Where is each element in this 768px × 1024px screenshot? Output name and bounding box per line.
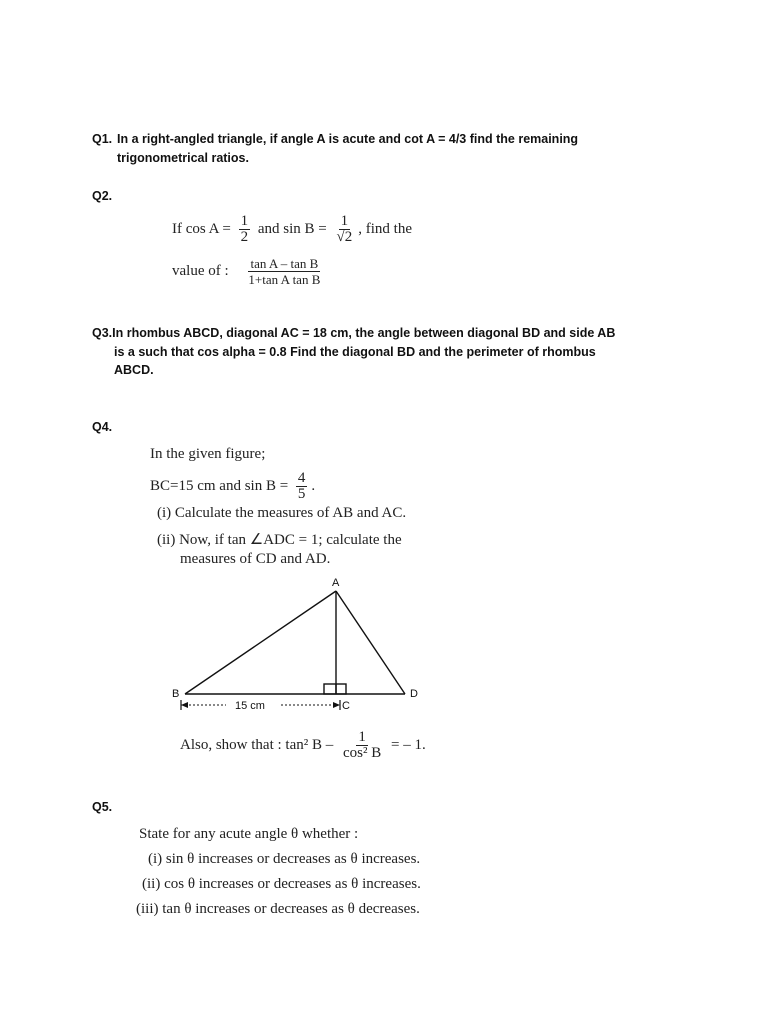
q5-intro: State for any acute angle θ whether : xyxy=(139,826,359,842)
q1-label: Q1. xyxy=(92,132,113,146)
q5-item-1: (i) sin θ increases or decreases as θ increases. xyxy=(148,851,421,867)
q4-label: Q4. xyxy=(92,420,113,434)
q3-line3: ABCD. xyxy=(114,363,154,377)
q2-sin-den: √2 xyxy=(336,229,353,245)
q2-and-text: and sin B = xyxy=(257,220,327,237)
side-ad xyxy=(336,591,405,694)
q5-label: Q5. xyxy=(92,800,113,814)
q4-also-den: cos² B xyxy=(343,745,382,761)
q2-expr-den: 1+tan A tan B xyxy=(248,272,321,287)
label-b: B xyxy=(172,688,180,700)
q1-line2: trigonometrical ratios. xyxy=(117,150,249,165)
q4-sin-den: 5 xyxy=(297,486,306,502)
q3-label: Q3. xyxy=(92,326,113,340)
right-angle-mark xyxy=(324,684,346,694)
side-ab xyxy=(185,591,336,694)
q4-also-fraction xyxy=(341,730,383,761)
q4-also-line xyxy=(180,730,426,761)
q5-item-3: (iii) tan θ increases or decreases as θ decreases. xyxy=(136,901,420,917)
q4-part-i: (i) Calculate the measures of AB and AC. xyxy=(157,505,407,521)
q2-cos-den: 2 xyxy=(240,229,249,245)
label-bc-length: 15 cm xyxy=(235,700,265,712)
arrow-left xyxy=(181,702,188,708)
q2-find-text: , find the xyxy=(358,220,412,237)
q4-sin-num: 4 xyxy=(297,470,306,486)
q4-line1: In the given figure; xyxy=(150,446,266,462)
q2-label: Q2. xyxy=(92,189,113,203)
arrow-right xyxy=(333,702,340,708)
q4-also-num: 1 xyxy=(358,729,366,745)
q4-also-text: Also, show that : tan² B – xyxy=(180,736,334,753)
q4-part-ii: (ii) Now, if tan ∠ADC = 1; calculate the xyxy=(157,532,402,548)
q4-also-end: = – 1. xyxy=(391,736,426,753)
label-c: C xyxy=(342,700,350,712)
q5-item-2: (ii) cos θ increases or decreases as θ increases. xyxy=(142,876,421,892)
q4-bc-text: BC=15 cm and sin B = xyxy=(150,477,289,494)
q2-cos-num: 1 xyxy=(240,213,249,229)
q4-bc-line: BC=15 cm and sin B = $\frac{4}{5}$ . xyxy=(150,470,316,502)
q2-sin-num: 1 xyxy=(340,213,349,229)
q1-line1: In a right-angled triangle, if angle A is acute and cot A = 4/3 find the remaining xyxy=(117,132,579,146)
q3-line2: is a such that cos alpha = 0.8 Find the diagonal BD and the perimeter of rhombus xyxy=(114,344,596,359)
q2-if-text: If cos A = xyxy=(172,220,231,237)
label-a: A xyxy=(332,577,340,589)
q4-part-ii-cont: measures of CD and AD. xyxy=(180,551,331,567)
q2-expr-num: tan A – tan B xyxy=(250,256,319,271)
label-d: D xyxy=(410,688,418,700)
q3-line1: In rhombus ABCD, diagonal AC = 18 cm, the angle between diagonal BD and side AB xyxy=(112,326,616,340)
q2-value-text: value of : xyxy=(172,262,229,279)
